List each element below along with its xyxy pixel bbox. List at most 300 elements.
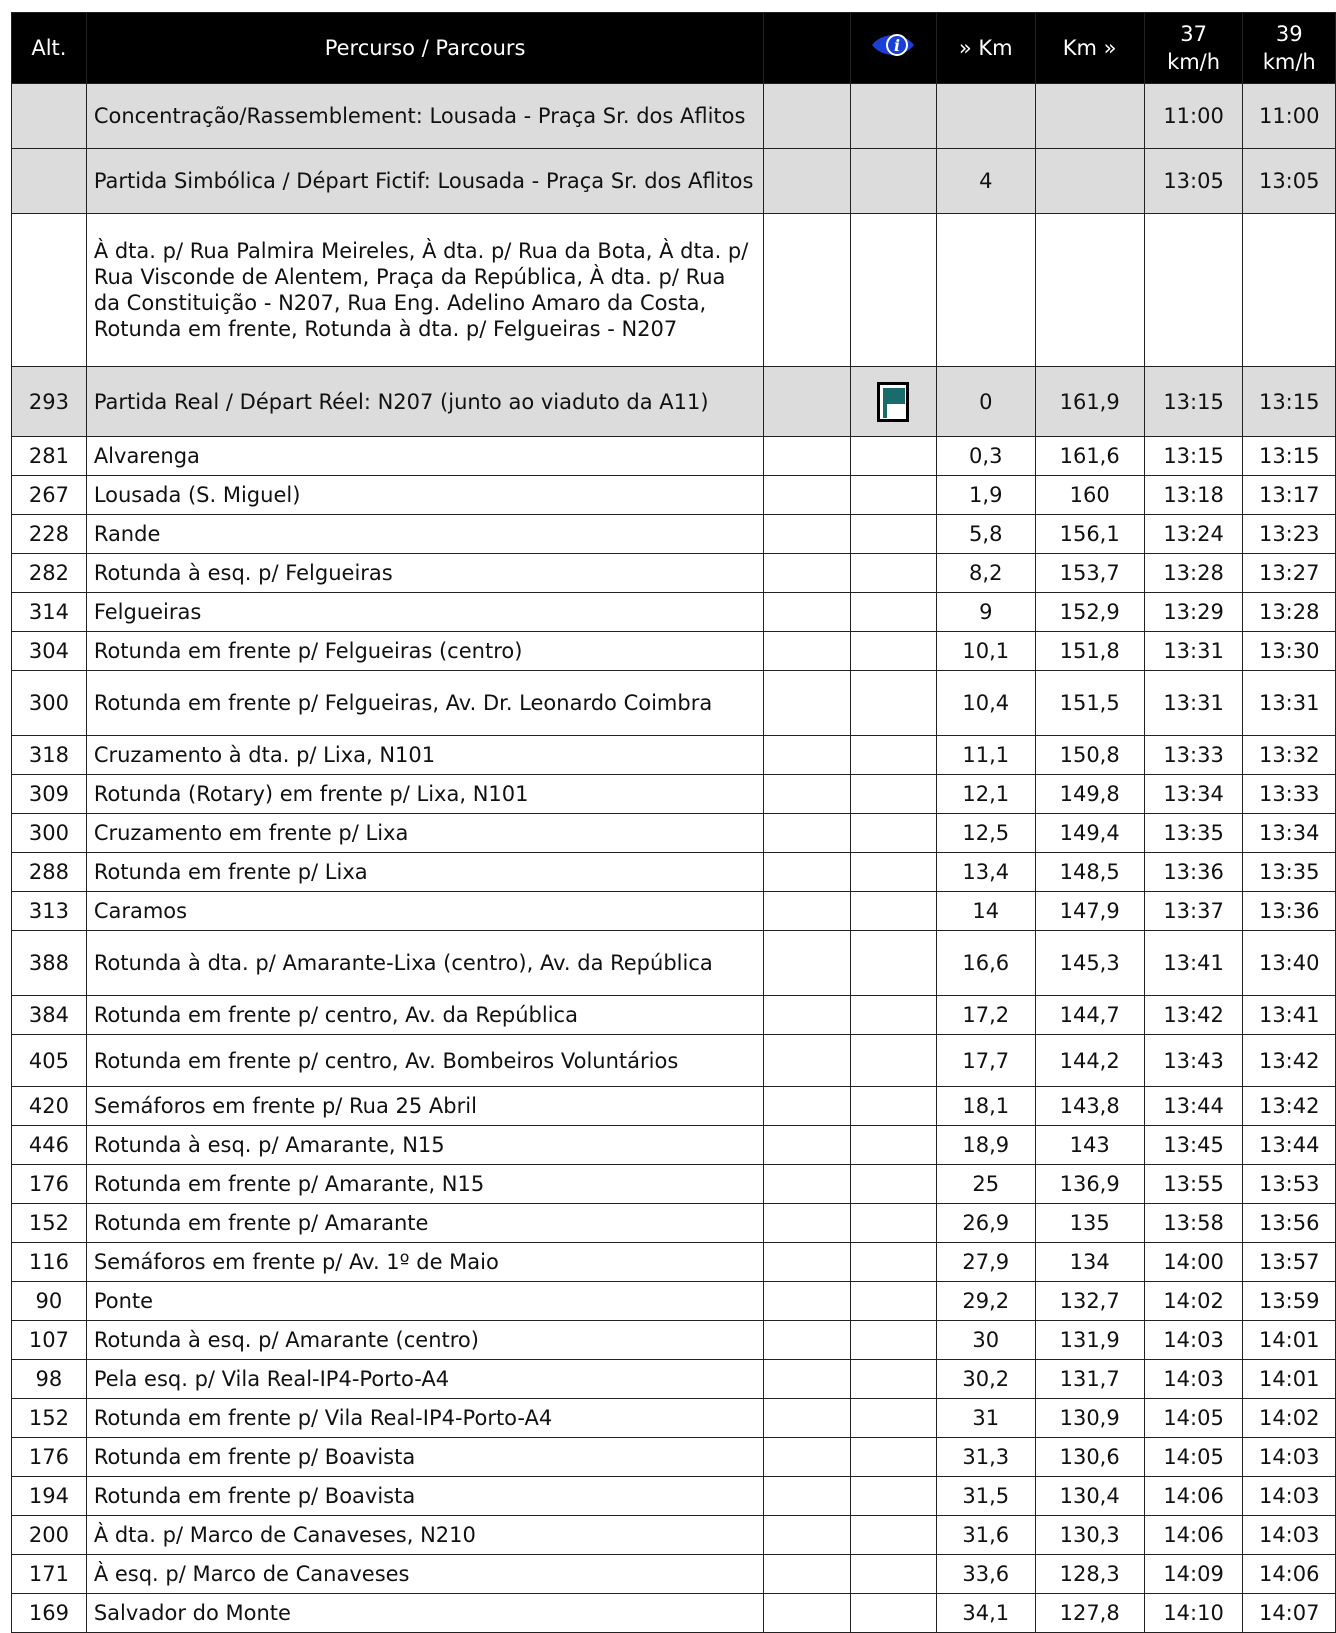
km-from-cell: 9 bbox=[936, 593, 1035, 632]
km-from-cell: 17,2 bbox=[936, 996, 1035, 1035]
km-to-cell: 132,7 bbox=[1035, 1282, 1144, 1321]
km-to-cell: 149,8 bbox=[1035, 775, 1144, 814]
km-from-cell: 30 bbox=[936, 1321, 1035, 1360]
alt-cell: 420 bbox=[12, 1087, 87, 1126]
table-row bbox=[12, 1438, 1336, 1477]
header-speed-39-unit: km/h bbox=[1262, 50, 1316, 74]
km-to-cell: 149,4 bbox=[1035, 814, 1144, 853]
route-cell: Rotunda em frente p/ centro, Av. Bombeiros Voluntários bbox=[86, 1035, 764, 1087]
km-from-cell: 0,3 bbox=[936, 437, 1035, 476]
route-cell: Rotunda à dta. p/ Amarante-Lixa (centro), Av. da República bbox=[86, 931, 764, 996]
icon-cell bbox=[850, 1282, 936, 1321]
alt-cell: 200 bbox=[12, 1516, 87, 1555]
km-from-cell: 18,9 bbox=[936, 1126, 1035, 1165]
km-to-cell: 134 bbox=[1035, 1243, 1144, 1282]
alt-cell: 282 bbox=[12, 554, 87, 593]
km-to-cell: 130,4 bbox=[1035, 1477, 1144, 1516]
km-to-cell: 143 bbox=[1035, 1126, 1144, 1165]
km-to-cell: 150,8 bbox=[1035, 736, 1144, 775]
icon-cell bbox=[850, 931, 936, 996]
km-from-cell: 29,2 bbox=[936, 1282, 1035, 1321]
km-from-cell: 5,8 bbox=[936, 515, 1035, 554]
alt-cell: 281 bbox=[12, 437, 87, 476]
time-39-cell: 13:17 bbox=[1243, 476, 1336, 515]
time-39-cell: 13:56 bbox=[1243, 1204, 1336, 1243]
alt-cell bbox=[12, 149, 87, 214]
km-to-cell: 156,1 bbox=[1035, 515, 1144, 554]
alt-cell: 228 bbox=[12, 515, 87, 554]
table-row bbox=[12, 554, 1336, 593]
notes-cell bbox=[764, 1204, 850, 1243]
time-37-cell: 13:05 bbox=[1144, 149, 1243, 214]
icon-cell bbox=[850, 1360, 936, 1399]
time-39-cell: 13:23 bbox=[1243, 515, 1336, 554]
route-cell: Concentração/Rassemblement: Lousada - Praça Sr. dos Aflitos bbox=[86, 84, 764, 149]
time-37-cell: 14:02 bbox=[1144, 1282, 1243, 1321]
table-row bbox=[12, 1282, 1336, 1321]
route-cell: Cruzamento à dta. p/ Lixa, N101 bbox=[86, 736, 764, 775]
notes-cell bbox=[764, 1555, 850, 1594]
icon-cell bbox=[850, 1399, 936, 1438]
notes-cell bbox=[764, 1360, 850, 1399]
km-from-cell: 26,9 bbox=[936, 1204, 1035, 1243]
icon-cell bbox=[850, 1126, 936, 1165]
km-from-cell: 12,1 bbox=[936, 775, 1035, 814]
route-cell: Lousada (S. Miguel) bbox=[86, 476, 764, 515]
table-row bbox=[12, 1035, 1336, 1087]
icon-cell bbox=[850, 476, 936, 515]
icon-cell bbox=[850, 214, 936, 367]
km-from-cell: 31,5 bbox=[936, 1477, 1035, 1516]
itinerary-table bbox=[11, 12, 1336, 1633]
route-cell: Rotunda em frente p/ Boavista bbox=[86, 1438, 764, 1477]
km-to-cell: 130,9 bbox=[1035, 1399, 1144, 1438]
notes-cell bbox=[764, 775, 850, 814]
km-to-cell: 130,3 bbox=[1035, 1516, 1144, 1555]
header-row bbox=[12, 13, 1336, 84]
itinerary-table-wrapper bbox=[11, 12, 1336, 1633]
km-to-cell bbox=[1035, 149, 1144, 214]
icon-cell bbox=[850, 671, 936, 736]
table-row bbox=[12, 1594, 1336, 1633]
time-39-cell: 13:44 bbox=[1243, 1126, 1336, 1165]
km-from-cell: 17,7 bbox=[936, 1035, 1035, 1087]
km-from-cell: 33,6 bbox=[936, 1555, 1035, 1594]
time-39-cell: 13:27 bbox=[1243, 554, 1336, 593]
time-39-cell: 14:01 bbox=[1243, 1360, 1336, 1399]
km-from-cell: 10,1 bbox=[936, 632, 1035, 671]
table-row bbox=[12, 515, 1336, 554]
time-39-cell: 13:53 bbox=[1243, 1165, 1336, 1204]
table-row bbox=[12, 736, 1336, 775]
alt-cell: 171 bbox=[12, 1555, 87, 1594]
notes-cell bbox=[764, 1087, 850, 1126]
notes-cell bbox=[764, 996, 850, 1035]
icon-cell bbox=[850, 1087, 936, 1126]
icon-cell bbox=[850, 367, 936, 437]
notes-cell bbox=[764, 736, 850, 775]
time-37-cell: 14:03 bbox=[1144, 1321, 1243, 1360]
time-37-cell: 13:36 bbox=[1144, 853, 1243, 892]
route-cell: Rotunda em frente p/ centro, Av. da República bbox=[86, 996, 764, 1035]
alt-cell: 152 bbox=[12, 1399, 87, 1438]
notes-cell bbox=[764, 1321, 850, 1360]
route-cell: À esq. p/ Marco de Canaveses bbox=[86, 1555, 764, 1594]
notes-cell bbox=[764, 1399, 850, 1438]
route-cell: Rotunda em frente p/ Lixa bbox=[86, 853, 764, 892]
time-39-cell: 13:05 bbox=[1243, 149, 1336, 214]
km-from-cell: 31,3 bbox=[936, 1438, 1035, 1477]
route-cell: Rotunda em frente p/ Vila Real-IP4-Porto-A4 bbox=[86, 1399, 764, 1438]
km-to-cell: 135 bbox=[1035, 1204, 1144, 1243]
alt-cell: 288 bbox=[12, 853, 87, 892]
svg-text:i: i bbox=[894, 36, 901, 55]
icon-cell bbox=[850, 593, 936, 632]
km-to-cell: 136,9 bbox=[1035, 1165, 1144, 1204]
km-from-cell: 16,6 bbox=[936, 931, 1035, 996]
notes-cell bbox=[764, 1516, 850, 1555]
km-to-cell: 131,7 bbox=[1035, 1360, 1144, 1399]
header-speed-39-value: 39 bbox=[1275, 22, 1303, 46]
route-cell: Partida Real / Départ Réel: N207 (junto ao viaduto da A11) bbox=[86, 367, 764, 437]
alt-cell: 116 bbox=[12, 1243, 87, 1282]
time-37-cell: 13:28 bbox=[1144, 554, 1243, 593]
icon-cell bbox=[850, 1438, 936, 1477]
table-row bbox=[12, 1204, 1336, 1243]
icon-cell bbox=[850, 736, 936, 775]
alt-cell: 169 bbox=[12, 1594, 87, 1633]
header-km-to: Km » bbox=[1035, 13, 1144, 84]
alt-cell: 98 bbox=[12, 1360, 87, 1399]
time-37-cell: 13:42 bbox=[1144, 996, 1243, 1035]
table-row bbox=[12, 149, 1336, 214]
route-cell: Semáforos em frente p/ Av. 1º de Maio bbox=[86, 1243, 764, 1282]
time-39-cell: 14:03 bbox=[1243, 1477, 1336, 1516]
notes-cell bbox=[764, 1438, 850, 1477]
time-37-cell: 14:06 bbox=[1144, 1516, 1243, 1555]
icon-cell bbox=[850, 814, 936, 853]
time-37-cell: 13:24 bbox=[1144, 515, 1243, 554]
route-cell: Pela esq. p/ Vila Real-IP4-Porto-A4 bbox=[86, 1360, 764, 1399]
icon-cell bbox=[850, 892, 936, 931]
alt-cell bbox=[12, 84, 87, 149]
route-cell: Ponte bbox=[86, 1282, 764, 1321]
table-row bbox=[12, 1360, 1336, 1399]
table-row bbox=[12, 84, 1336, 149]
notes-cell bbox=[764, 632, 850, 671]
table-row bbox=[12, 476, 1336, 515]
km-to-cell: 151,8 bbox=[1035, 632, 1144, 671]
route-cell: Rotunda em frente p/ Boavista bbox=[86, 1477, 764, 1516]
alt-cell: 304 bbox=[12, 632, 87, 671]
km-from-cell: 0 bbox=[936, 367, 1035, 437]
info-eye-icon bbox=[870, 32, 916, 58]
notes-cell bbox=[764, 593, 850, 632]
route-cell: Semáforos em frente p/ Rua 25 Abril bbox=[86, 1087, 764, 1126]
time-39-cell: 13:28 bbox=[1243, 593, 1336, 632]
header-speed-37 bbox=[1144, 13, 1243, 84]
notes-cell bbox=[764, 1282, 850, 1321]
km-from-cell bbox=[936, 84, 1035, 149]
alt-cell bbox=[12, 214, 87, 367]
alt-cell: 152 bbox=[12, 1204, 87, 1243]
time-39-cell: 13:30 bbox=[1243, 632, 1336, 671]
km-from-cell bbox=[936, 214, 1035, 367]
table-row bbox=[12, 1243, 1336, 1282]
time-37-cell: 13:45 bbox=[1144, 1126, 1243, 1165]
time-37-cell: 13:15 bbox=[1144, 367, 1243, 437]
table-row bbox=[12, 1477, 1336, 1516]
km-to-cell: 161,6 bbox=[1035, 437, 1144, 476]
km-to-cell: 130,6 bbox=[1035, 1438, 1144, 1477]
icon-cell bbox=[850, 1165, 936, 1204]
notes-cell bbox=[764, 1477, 850, 1516]
time-39-cell: 14:02 bbox=[1243, 1399, 1336, 1438]
route-cell: À dta. p/ Rua Palmira Meireles, À dta. p/ Rua da Bota, À dta. p/ Rua Visconde de Alentem, Praça da República, À dta. p/ Rua da Constituição - N207, Rua Eng. Adelino Amaro da Costa, Rotunda em frente, Rotunda à dta. p/ Felgueiras - N207 bbox=[86, 214, 764, 367]
start-flag-icon bbox=[877, 382, 909, 422]
km-from-cell: 4 bbox=[936, 149, 1035, 214]
notes-cell bbox=[764, 1594, 850, 1633]
km-to-cell: 147,9 bbox=[1035, 892, 1144, 931]
km-to-cell: 144,7 bbox=[1035, 996, 1144, 1035]
table-row bbox=[12, 892, 1336, 931]
notes-cell bbox=[764, 437, 850, 476]
time-39-cell: 14:03 bbox=[1243, 1438, 1336, 1477]
alt-cell: 314 bbox=[12, 593, 87, 632]
table-row bbox=[12, 1516, 1336, 1555]
table-row bbox=[12, 1399, 1336, 1438]
km-from-cell: 25 bbox=[936, 1165, 1035, 1204]
alt-cell: 313 bbox=[12, 892, 87, 931]
icon-cell bbox=[850, 1321, 936, 1360]
time-39-cell: 13:34 bbox=[1243, 814, 1336, 853]
km-to-cell: 161,9 bbox=[1035, 367, 1144, 437]
km-from-cell: 34,1 bbox=[936, 1594, 1035, 1633]
time-37-cell: 14:06 bbox=[1144, 1477, 1243, 1516]
table-row bbox=[12, 671, 1336, 736]
time-39-cell: 14:01 bbox=[1243, 1321, 1336, 1360]
time-39-cell: 13:35 bbox=[1243, 853, 1336, 892]
km-from-cell: 1,9 bbox=[936, 476, 1035, 515]
icon-cell bbox=[850, 515, 936, 554]
icon-cell bbox=[850, 84, 936, 149]
time-37-cell: 13:37 bbox=[1144, 892, 1243, 931]
alt-cell: 90 bbox=[12, 1282, 87, 1321]
route-cell: Rotunda à esq. p/ Amarante (centro) bbox=[86, 1321, 764, 1360]
route-cell: Caramos bbox=[86, 892, 764, 931]
time-37-cell: 13:33 bbox=[1144, 736, 1243, 775]
alt-cell: 176 bbox=[12, 1438, 87, 1477]
notes-cell bbox=[764, 853, 850, 892]
time-37-cell: 13:31 bbox=[1144, 671, 1243, 736]
header-route: Percurso / Parcours bbox=[86, 13, 764, 84]
km-to-cell: 127,8 bbox=[1035, 1594, 1144, 1633]
time-37-cell: 13:44 bbox=[1144, 1087, 1243, 1126]
route-cell: Rotunda em frente p/ Felgueiras, Av. Dr. Leonardo Coimbra bbox=[86, 671, 764, 736]
table-row bbox=[12, 632, 1336, 671]
route-cell: Partida Simbólica / Départ Fictif: Lousada - Praça Sr. dos Aflitos bbox=[86, 149, 764, 214]
time-39-cell: 13:40 bbox=[1243, 931, 1336, 996]
km-to-cell: 128,3 bbox=[1035, 1555, 1144, 1594]
km-to-cell: 131,9 bbox=[1035, 1321, 1144, 1360]
time-37-cell: 13:43 bbox=[1144, 1035, 1243, 1087]
notes-cell bbox=[764, 1165, 850, 1204]
table-row bbox=[12, 1321, 1336, 1360]
km-to-cell: 145,3 bbox=[1035, 931, 1144, 996]
route-cell: Rotunda à esq. p/ Amarante, N15 bbox=[86, 1126, 764, 1165]
icon-cell bbox=[850, 1035, 936, 1087]
icon-cell bbox=[850, 1594, 936, 1633]
km-to-cell: 148,5 bbox=[1035, 853, 1144, 892]
route-cell: Rande bbox=[86, 515, 764, 554]
time-37-cell bbox=[1144, 214, 1243, 367]
time-37-cell: 13:15 bbox=[1144, 437, 1243, 476]
notes-cell bbox=[764, 149, 850, 214]
alt-cell: 446 bbox=[12, 1126, 87, 1165]
route-cell: Rotunda em frente p/ Amarante bbox=[86, 1204, 764, 1243]
alt-cell: 293 bbox=[12, 367, 87, 437]
km-to-cell: 160 bbox=[1035, 476, 1144, 515]
route-cell: Felgueiras bbox=[86, 593, 764, 632]
time-37-cell: 13:41 bbox=[1144, 931, 1243, 996]
icon-cell bbox=[850, 1555, 936, 1594]
notes-cell bbox=[764, 515, 850, 554]
table-row bbox=[12, 1126, 1336, 1165]
km-from-cell: 8,2 bbox=[936, 554, 1035, 593]
time-37-cell: 13:31 bbox=[1144, 632, 1243, 671]
alt-cell: 388 bbox=[12, 931, 87, 996]
time-39-cell: 13:59 bbox=[1243, 1282, 1336, 1321]
time-37-cell: 14:10 bbox=[1144, 1594, 1243, 1633]
table-row bbox=[12, 775, 1336, 814]
table-row bbox=[12, 996, 1336, 1035]
notes-cell bbox=[764, 1243, 850, 1282]
km-from-cell: 14 bbox=[936, 892, 1035, 931]
km-to-cell: 144,2 bbox=[1035, 1035, 1144, 1087]
time-37-cell: 14:09 bbox=[1144, 1555, 1243, 1594]
icon-cell bbox=[850, 853, 936, 892]
notes-cell bbox=[764, 931, 850, 996]
notes-cell bbox=[764, 892, 850, 931]
notes-cell bbox=[764, 367, 850, 437]
table-row bbox=[12, 367, 1336, 437]
icon-cell bbox=[850, 1204, 936, 1243]
route-cell: Rotunda em frente p/ Amarante, N15 bbox=[86, 1165, 764, 1204]
notes-cell bbox=[764, 1126, 850, 1165]
icon-cell bbox=[850, 1243, 936, 1282]
notes-cell bbox=[764, 1035, 850, 1087]
time-37-cell: 13:34 bbox=[1144, 775, 1243, 814]
table-row bbox=[12, 214, 1336, 367]
time-37-cell: 13:18 bbox=[1144, 476, 1243, 515]
icon-cell bbox=[850, 996, 936, 1035]
header-info bbox=[850, 13, 936, 84]
alt-cell: 194 bbox=[12, 1477, 87, 1516]
time-37-cell: 13:55 bbox=[1144, 1165, 1243, 1204]
time-39-cell: 13:15 bbox=[1243, 367, 1336, 437]
table-row bbox=[12, 1165, 1336, 1204]
time-37-cell: 13:58 bbox=[1144, 1204, 1243, 1243]
alt-cell: 318 bbox=[12, 736, 87, 775]
km-to-cell bbox=[1035, 84, 1144, 149]
time-37-cell: 14:05 bbox=[1144, 1399, 1243, 1438]
icon-cell bbox=[850, 1477, 936, 1516]
notes-cell bbox=[764, 671, 850, 736]
km-from-cell: 30,2 bbox=[936, 1360, 1035, 1399]
km-from-cell: 31,6 bbox=[936, 1516, 1035, 1555]
notes-cell bbox=[764, 554, 850, 593]
time-39-cell: 13:42 bbox=[1243, 1087, 1336, 1126]
route-cell: Rotunda em frente p/ Felgueiras (centro) bbox=[86, 632, 764, 671]
route-cell: Salvador do Monte bbox=[86, 1594, 764, 1633]
time-39-cell: 11:00 bbox=[1243, 84, 1336, 149]
route-cell: Rotunda (Rotary) em frente p/ Lixa, N101 bbox=[86, 775, 764, 814]
km-from-cell: 13,4 bbox=[936, 853, 1035, 892]
notes-cell bbox=[764, 814, 850, 853]
header-km-from: » Km bbox=[936, 13, 1035, 84]
icon-cell bbox=[850, 632, 936, 671]
icon-cell bbox=[850, 1516, 936, 1555]
icon-cell bbox=[850, 149, 936, 214]
table-row bbox=[12, 1555, 1336, 1594]
alt-cell: 384 bbox=[12, 996, 87, 1035]
route-cell: Rotunda à esq. p/ Felgueiras bbox=[86, 554, 764, 593]
time-37-cell: 14:03 bbox=[1144, 1360, 1243, 1399]
alt-cell: 176 bbox=[12, 1165, 87, 1204]
header-alt: Alt. bbox=[12, 13, 87, 84]
time-39-cell: 13:42 bbox=[1243, 1035, 1336, 1087]
table-row bbox=[12, 593, 1336, 632]
time-37-cell: 11:00 bbox=[1144, 84, 1243, 149]
table-row bbox=[12, 814, 1336, 853]
km-to-cell: 143,8 bbox=[1035, 1087, 1144, 1126]
alt-cell: 267 bbox=[12, 476, 87, 515]
alt-cell: 309 bbox=[12, 775, 87, 814]
icon-cell bbox=[850, 775, 936, 814]
km-from-cell: 11,1 bbox=[936, 736, 1035, 775]
time-39-cell: 13:36 bbox=[1243, 892, 1336, 931]
time-39-cell: 14:03 bbox=[1243, 1516, 1336, 1555]
icon-cell bbox=[850, 437, 936, 476]
time-39-cell: 13:41 bbox=[1243, 996, 1336, 1035]
time-39-cell: 13:57 bbox=[1243, 1243, 1336, 1282]
km-to-cell: 152,9 bbox=[1035, 593, 1144, 632]
alt-cell: 405 bbox=[12, 1035, 87, 1087]
header-speed-37-value: 37 bbox=[1180, 22, 1207, 46]
table-row bbox=[12, 437, 1336, 476]
route-cell: À dta. p/ Marco de Canaveses, N210 bbox=[86, 1516, 764, 1555]
time-39-cell: 13:33 bbox=[1243, 775, 1336, 814]
time-37-cell: 14:05 bbox=[1144, 1438, 1243, 1477]
km-to-cell: 151,5 bbox=[1035, 671, 1144, 736]
time-39-cell: 13:15 bbox=[1243, 437, 1336, 476]
km-to-cell bbox=[1035, 214, 1144, 367]
notes-cell bbox=[764, 476, 850, 515]
table-row bbox=[12, 853, 1336, 892]
time-37-cell: 13:35 bbox=[1144, 814, 1243, 853]
route-cell: Alvarenga bbox=[86, 437, 764, 476]
header-empty bbox=[764, 13, 850, 84]
alt-cell: 300 bbox=[12, 671, 87, 736]
time-39-cell: 14:07 bbox=[1243, 1594, 1336, 1633]
time-39-cell: 14:06 bbox=[1243, 1555, 1336, 1594]
alt-cell: 107 bbox=[12, 1321, 87, 1360]
time-39-cell: 13:31 bbox=[1243, 671, 1336, 736]
time-39-cell: 13:32 bbox=[1243, 736, 1336, 775]
notes-cell bbox=[764, 214, 850, 367]
table-row bbox=[12, 931, 1336, 996]
header-speed-39 bbox=[1243, 13, 1336, 84]
